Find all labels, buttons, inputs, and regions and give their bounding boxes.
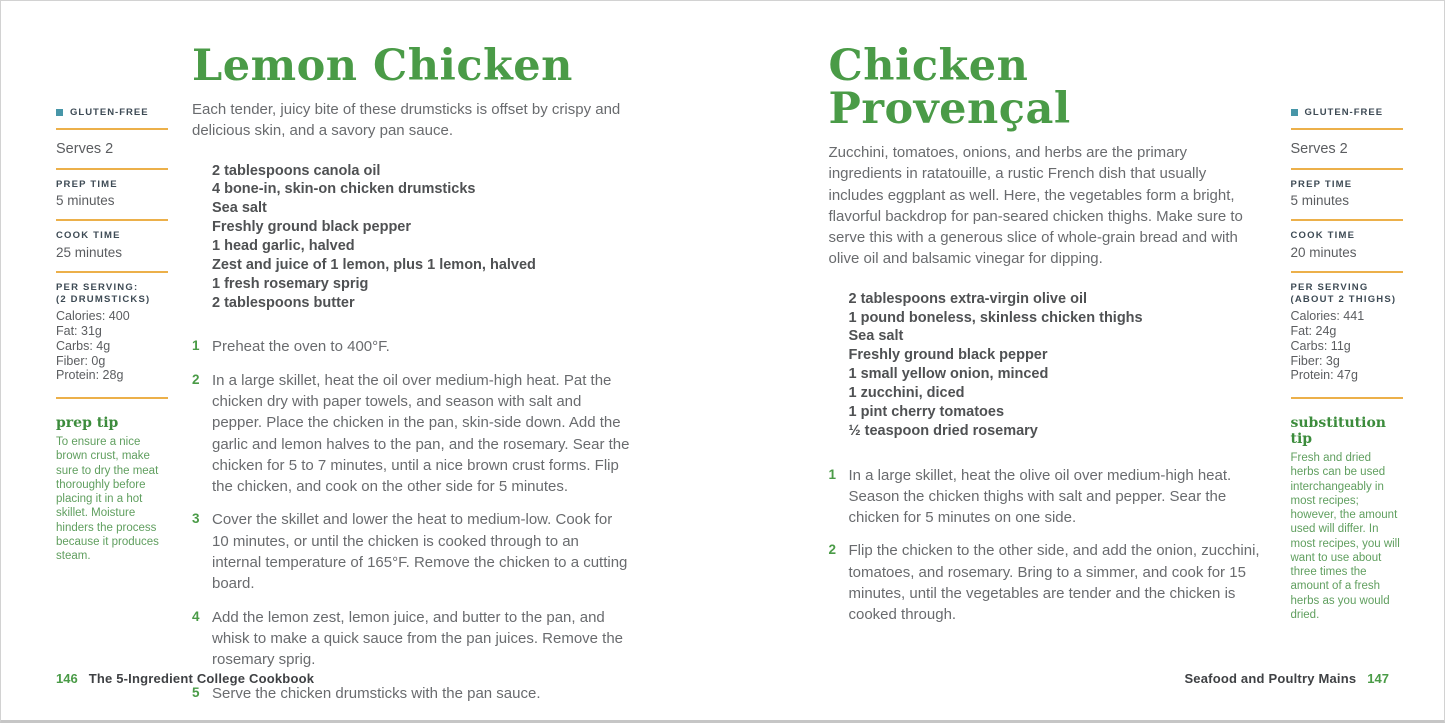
step-item [192,607,630,671]
step-text: Preheat the oven to 400°F. [212,338,390,356]
cook-time-label: COOK TIME [56,230,121,242]
nutrition-fiber: Fiber: 0g [56,353,106,368]
step-text: Cover the skillet and lower the heat to medium-low. Cook for 10 minutes, or until the chicken is cooked through to an internal temperature of 165°F. Remove the chicken to a cutting board. [212,511,628,593]
step-text: Add the lemon zest, lemon juice, and butter to the pan, and whisk to make a quick sauce from the pan juices. Remove the rosemary sprig. [212,608,624,669]
nutrition-facts [56,309,168,389]
step-item [192,509,630,594]
divider [1291,397,1403,399]
ingredient-item: 1 head garlic, halved [212,237,355,254]
step-number: 5 [192,684,200,700]
step-text: In a large skillet, heat the oil over medium-high heat. Pat the chicken dry with paper towels, and season with salt and pepper. Place the chicken in the pan, skin-side down. Add the garlic and lemon halves to the pan, and the rosemary. Sear the chicken for 5 to 7 minutes, until a nice brown crust forms. Flip the chicken, and cook on the other side for 5 minutes. [212,371,630,496]
tip-title: substitution tip [1290,415,1386,448]
step-text: Flip the chicken to the other side, and add the onion, zucchini, tomatoes, and rosemary. Bring to a simmer, and cook for 15 minutes, until the vegetables are tender and the chicken is cooked through. [848,542,1260,624]
step-number: 3 [192,511,200,527]
ingredient-item: 1 pound boneless, skinless chicken thighs [848,309,1143,326]
recipe-meta-left [56,1,168,646]
step-item [829,540,1261,625]
nutrition-protein: Protein: 47g [1290,368,1358,383]
nutrition-calories: Calories: 441 [1290,309,1365,324]
page-right [723,1,1445,646]
per-serving-label: PER SERVING [1290,281,1369,293]
ingredient-item: 1 zucchini, diced [848,385,965,401]
divider [56,219,168,221]
nutrition-fiber: Fiber: 3g [1290,353,1340,368]
ingredient-item: 1 small yellow onion, minced [848,366,1049,383]
step-number: 1 [192,338,200,354]
cook-time-value: 25 minutes [56,244,123,260]
recipe-intro: Zucchini, tomatoes, onions, and herbs are the primary ingredients in ratatouille, a rustic French dish that usually includes eggplant as well. Here, the vegetables form a bright, flavorful backdrop for pan-seared chicken thighs. Make sure to serve this with a generous slice of whole-grain bread and with olive oil and balsamic vinegar for dipping. [828,144,1243,268]
prep-time-label: PREP TIME [1290,179,1353,190]
prep-time-value: 5 minutes [1290,193,1350,209]
tip-body: Fresh and dried herbs can be used interchangeably in most recipes; however, the amount used will differ. In most recipes, you will want to use about three times the amount of a fresh herbs as you would dried. [1290,452,1400,621]
page-footer [56,671,1389,686]
section-title: Seafood and Poultry Mains [1184,671,1357,686]
nutrition-carbs: Carbs: 11g [1290,338,1351,353]
divider [56,168,168,170]
step-item [829,465,1261,529]
ingredient-item: Sea salt [212,200,267,217]
prep-time-label: PREP TIME [56,179,118,190]
divider [1291,219,1403,221]
step-item [192,370,630,498]
page-number-right: 147 [1367,671,1389,686]
serves-value: Serves 2 [56,141,114,157]
ingredient-item: 2 tablespoons extra-virgin olive oil [848,290,1088,307]
step-number: 4 [192,608,200,624]
cook-time-label: COOK TIME [1290,230,1356,242]
ingredient-item: 1 fresh rosemary sprig [212,275,369,292]
step-text: In a large skillet, heat the olive oil over medium-high heat. Season the chicken thighs with salt and pepper. Sear the chicken for 5 minutes on one side. [848,466,1232,527]
nutrition-carbs: Carbs: 4g [56,338,111,353]
nutrition-fat: Fat: 24g [1290,324,1337,339]
ingredient-item: Zest and juice of 1 lemon, plus 1 lemon, halved [212,256,536,273]
ingredient-item: Freshly ground black pepper [848,347,1048,364]
recipe-meta-right [1291,1,1403,646]
serves-value: Serves 2 [1290,141,1348,157]
ingredient-item: Sea salt [848,328,904,345]
footer-left [56,671,314,686]
gluten-free-icon [1291,109,1298,116]
divider [56,128,168,130]
diet-badge-label: GLUTEN-FREE [1304,107,1384,118]
gluten-free-icon [56,109,63,116]
nutrition-facts [1291,309,1403,389]
ingredient-item: 1 pint cherry tomatoes [848,403,1005,420]
recipe-main-right [829,1,1261,646]
step-text: Serve the chicken drumsticks with the pan sauce. [212,684,541,702]
step-number: 2 [828,542,837,558]
per-serving-label: PER SERVING: [56,281,139,293]
divider [1291,271,1403,273]
cook-time-value: 20 minutes [1290,244,1357,260]
page-number-left: 146 [56,671,78,686]
ingredient-item: 2 tablespoons butter [212,294,355,311]
recipe-intro: Each tender, juicy bite of these drumsticks is offset by crispy and delicious skin, and a savory pan sauce. [192,101,621,140]
book-title: The 5-Ingredient College Cookbook [88,671,315,686]
ingredient-item: Freshly ground black pepper [212,219,412,236]
divider [1291,128,1403,130]
ingredient-item: ½ teaspoon dried rosemary [848,422,1038,439]
footer-right [1184,671,1389,686]
substitution-tip [1291,415,1403,622]
step-number: 2 [192,371,200,387]
ingredient-list [212,162,630,313]
step-item [192,336,630,357]
divider [1291,168,1403,170]
step-list [829,465,1261,626]
recipe-title: Chicken Provençal [828,41,1071,134]
prep-tip [56,415,168,563]
nutrition-calories: Calories: 400 [56,309,130,324]
diet-badge [1291,107,1403,118]
diet-badge [56,107,168,118]
tip-title: prep tip [56,415,119,432]
step-list [192,336,630,703]
nutrition-fat: Fat: 31g [56,324,102,339]
recipe-title: Lemon Chicken [192,41,573,91]
ingredient-item: 4 bone-in, skin-on chicken drumsticks [212,181,476,198]
divider [56,271,168,273]
diet-badge-label: GLUTEN-FREE [70,107,149,118]
divider [56,397,168,399]
per-serving-sublabel: (2 DRUMSTICKS) [56,294,151,306]
ingredient-list [849,290,1261,441]
prep-time-value: 5 minutes [56,193,115,209]
step-number: 1 [828,466,837,482]
nutrition-protein: Protein: 28g [56,368,124,383]
tip-body: To ensure a nice brown crust, make sure to dry the meat thoroughly before placing it in a hot skillet. Moisture hinders the process because it produces steam. [56,436,159,563]
ingredient-item: 2 tablespoons canola oil [212,162,381,179]
per-serving-sublabel: (ABOUT 2 THIGHS) [1290,294,1397,306]
